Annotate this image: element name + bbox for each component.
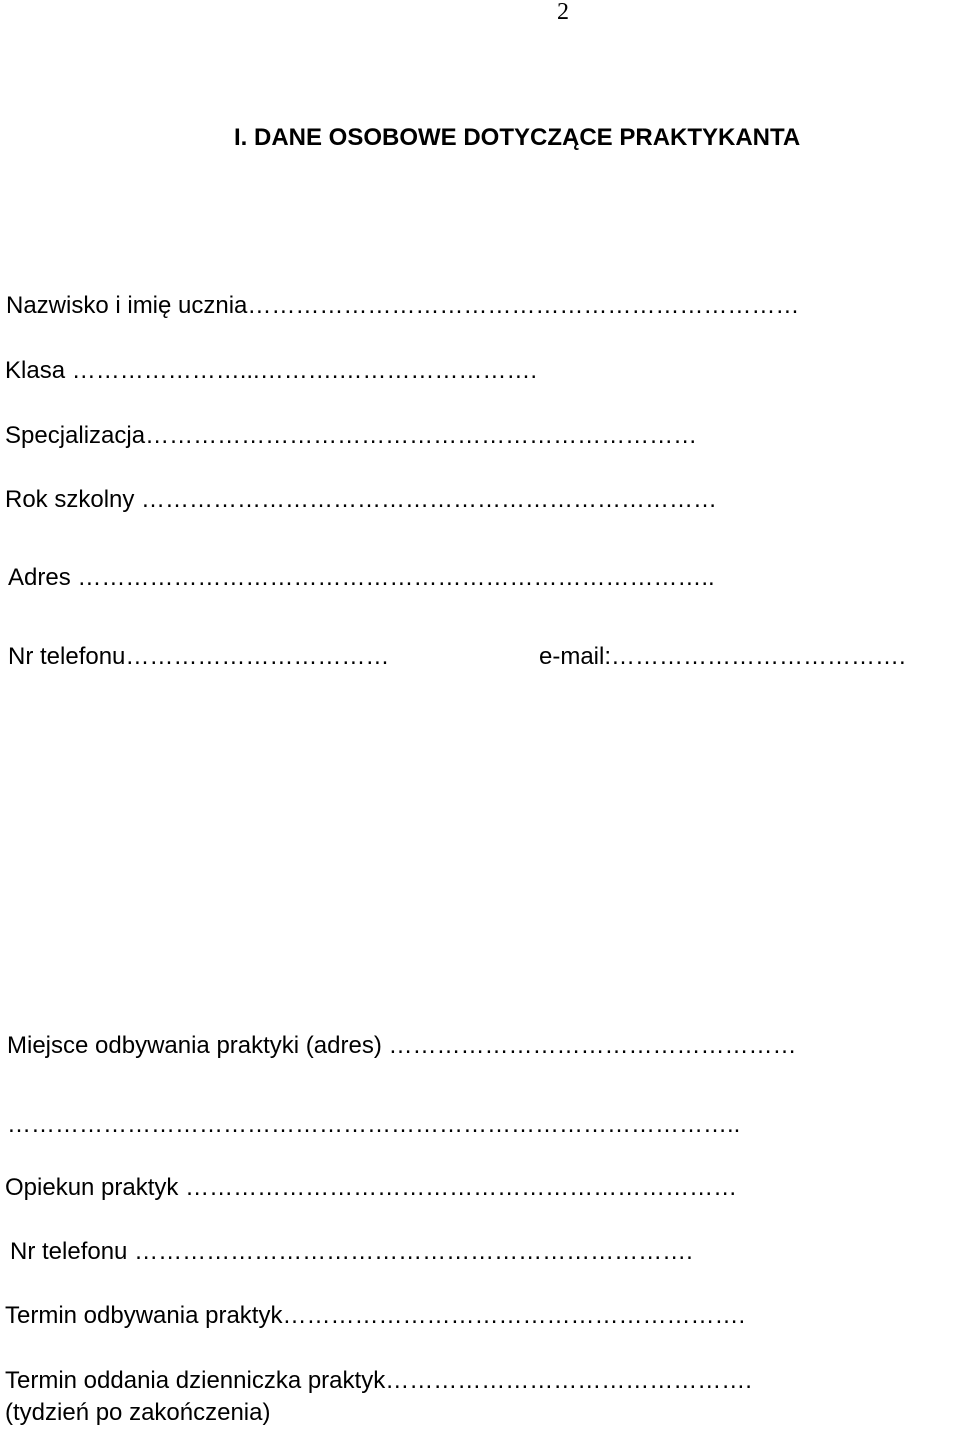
- page-number: 2: [557, 0, 569, 25]
- class-field: Klasa …………………...……….…………………….: [5, 357, 538, 384]
- supervisor-phone-field: Nr telefonu …………………………………………………………….: [10, 1238, 693, 1265]
- diary-deadline-note: (tydzień po zakończenia): [5, 1399, 271, 1426]
- section-title: I. DANE OSOBOWE DOTYCZĄCE PRAKTYKANTA: [234, 124, 801, 151]
- address-field: Adres ……………………………………………………………………..: [8, 564, 715, 591]
- email-field: e-mail:……………………………….: [539, 643, 906, 670]
- school-year-field: Rok szkolny ………………………………………………………………: [5, 486, 718, 513]
- student-name-field: Nazwisko i imię ucznia……………………………………………………………: [6, 292, 800, 319]
- internship-place-continuation: ………………………………………………………………………………..: [7, 1111, 741, 1138]
- internship-period-field: Termin odbywania praktyk………………………………………………….: [5, 1302, 746, 1329]
- diary-deadline-field: Termin oddania dzienniczka praktyk……………………………………….: [5, 1367, 752, 1394]
- phone-field: Nr telefonu……………………………: [8, 643, 390, 670]
- internship-place-field: Miejsce odbywania praktyki (adres) ……………………………………………: [7, 1032, 797, 1059]
- specialization-field: Specjalizacja……………………………………………………………: [5, 422, 698, 449]
- supervisor-field: Opiekun praktyk ……………………………………………………………: [5, 1174, 738, 1201]
